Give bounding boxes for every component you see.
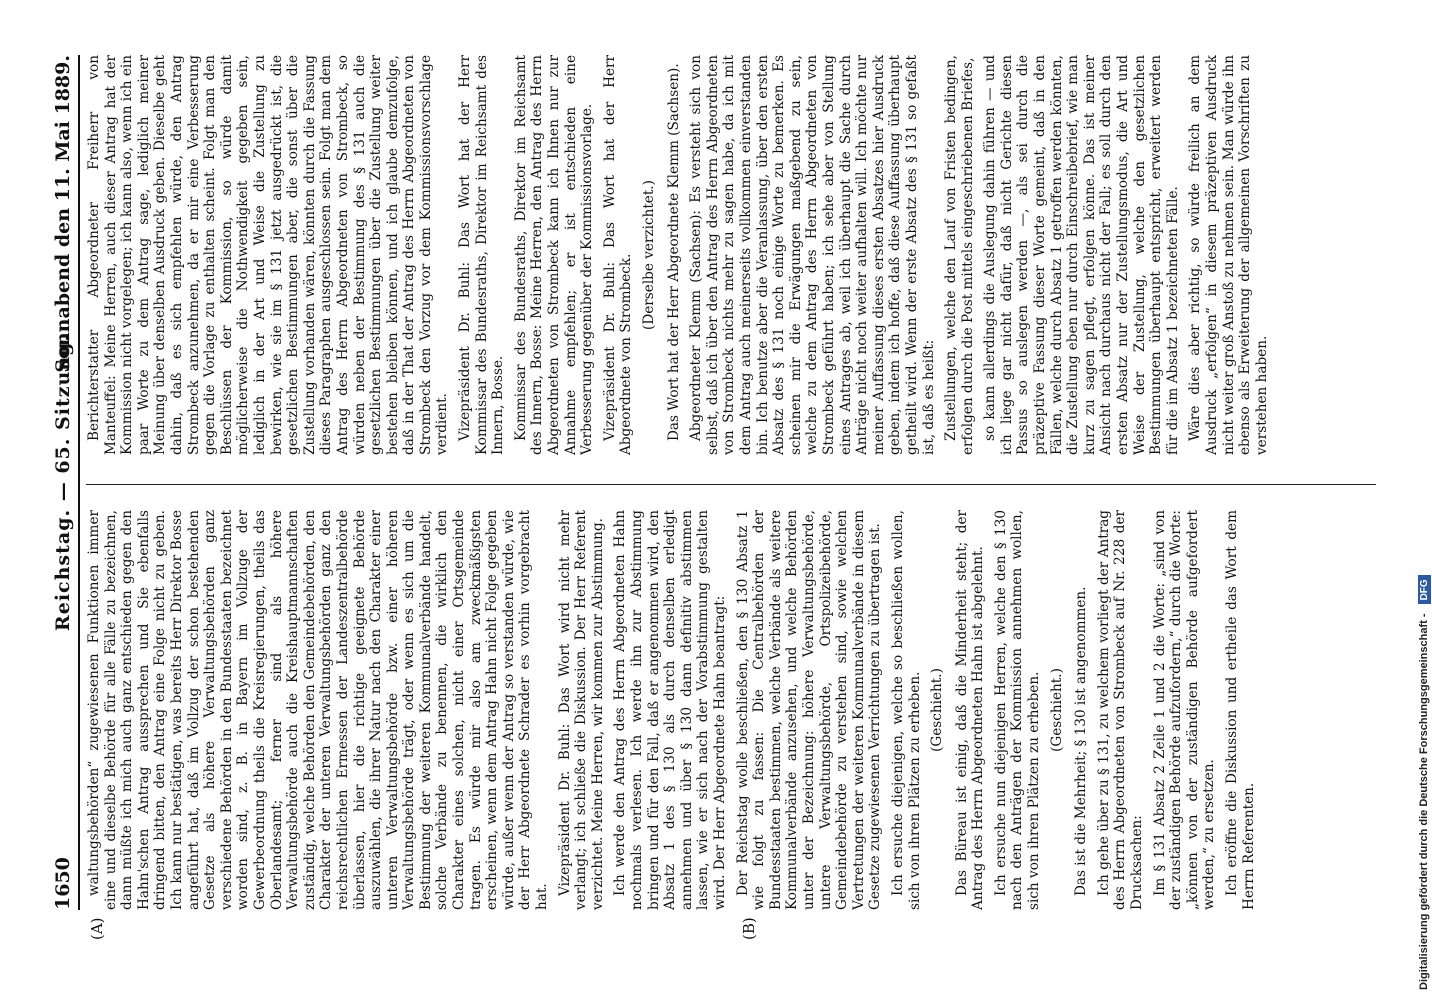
paragraph: Ich gehe über zu § 131, zu welchem vorliegt der Antrag des Herrn Abgeordneten von Strombeck auf Nr. 228 der Drucksachen: [1095, 510, 1146, 910]
stage-direction: (Derselbe verzichtet.) [641, 180, 657, 330]
paragraph: waltungsbehörden“ zugewiesenen Funktionen immer eine und dieselbe Behörde für alle Fälle zu bezeichnen, dann müßte ich mich auch ganz entschieden gegen den Hahn'schen Antrag aussprechen und Sie ebenfalls dringend bitten, den Antrag eine Folge nicht zu geben. Ich kann nur bestätigen, was bereits Herr Direktor Bosse angeführt hat, daß im Vollzug der schon bestehenden Gesetze als höhere Verwaltungsbehörden ganz verschiedene Behörden in den Bundesstaaten bezeichnet worden sind, z. B. in Bayern im Vollzuge der Gewerbeordnung theils die Kreisregierungen, theils das Oberlandesamt; ferner sind als höhere Verwaltungsbehörde auch die Kreishauptmannschaften zuständig, welche Behörden den Gemeindebehörden, den Charakter der unteren Verwaltungsbehörden ganz den reichsrechtlichen Ermessen der Landeszentralbehörde überlassen, hier die richtige geeignete Behörde auszuwählen, die ihrer Natur nach den Charakter einer unteren Verwaltungsbehörde bzw. einer höheren Verwaltungsbehörde trägt, oder wenn es sich um die Bestimmung der weiteren Kommunalverbände handelt, solche Verbände zu benennen, die wirklich den Charakter eines solchen, nicht einer Ortsgemeinde tragen. Es würde mir also am zweckmäßigsten erscheinen, wenn dem Antrag Hahn nicht Folge gegeben würde, außer wenn der Antrag so verstanden würde, wie der Herr Abgeordnete Schrader es vorhin vorgebracht hat. [86, 510, 551, 910]
credit-text: Digitalisierung gefördert durch die Deutsche Forschungsgemeinschaft - [1418, 613, 1430, 990]
left-text-column [86, 510, 1376, 910]
paragraph: Der Reichstag wolle beschließen, den § 130 Absatz 1 wie folgt zu fassen: Die Centralbehörden der Bundesstaaten bestimmen, welche Verbände als weitere Kommunalverbände anzusehen, und welche Behörden unter der Bezeichnung: höhere Verwaltungsbehörde, untere Verwaltungsbehörde, Ortspolizeibehörde, Gemeindebehörde zu verstehen sind, sowie welchen Vertretungen der weiteren Kommunalverbände in diesem Gesetze zugewiesenen Verrichtungen zu übertragen ist. [734, 510, 884, 910]
stage-direction: (Geschieht.) [929, 668, 946, 752]
paragraph: Das ist die Mehrheit; § 130 ist angenommen. [1073, 586, 1090, 896]
session-date: Sonnabend den 11. Mai 1889. [52, 55, 74, 373]
page-header [52, 55, 80, 910]
paragraph: so kann allerdings die Auslegung dahin führen — und ich liege gar nicht dafür, daß nicht Gerichte diesen Passus so auslegen werden —, als sei durch die präzeptive Fassung dieser Worte gemeint, daß in den Fällen, welche durch Absatz 1 getroffen werden könnten, die Zustellung eben nur durch Einschreibebrief, wie man kurz zu sagen pflegt, erfolgen könne. Das ist meiner Ansicht nach durchaus nicht der Fall; es soll durch den ersten Absatz nur der Zustellungsmodus, die Art und Weise der Zustellung, welche den gesetzlichen Bestimmungen überhaupt entspricht, erweitert werden für die im Absatz 1 bezeichneten Fälle. [982, 55, 1181, 455]
paragraph: Das Wort hat der Herr Abgeordnete Klemm (Sachsen). [665, 63, 682, 441]
digitization-credit [1418, 0, 1431, 990]
paragraph: Ich werde den Antrag des Herrn Abgeordneten Hahn nochmals verlesen. Ich werde ihn zur Abstimmung bringen und für den Fall, daß er angenommen wird, den Absatz 1 des § 130 als durch denselben erledigt annehmen und über § 130 dann definitiv abstimmen lassen, wie er sich nach der Vorabstimmung gestalten wird. Der Herr Abgeordnete Hahn beantragt: [612, 510, 728, 910]
paragraph: Vizepräsident Dr. Buhl: Das Wort hat der Herr Abgeordnete von Strombeck. [601, 55, 635, 455]
paragraph: Ich ersuche nun diejenigen Herren, welche den § 130 nach den Anträgen der Kommission annehmen wollen, sich von ihren Plätzen zu erheben. [992, 510, 1043, 910]
paragraph: Wäre dies aber richtig, so würde freilich an dem Ausdruck „erfolgen“ in diesem präzeptiven Ausdruck nicht weiter groß Anstoß zu nehmen sein. Man würde ihn ebenso als Erweiterung der allgemeinen Vorschriften zu verstehen haben. [1187, 55, 1270, 455]
paragraph: Abgeordneter Klemm (Sachsen): Es versteht sich von selbst, daß ich über den Antrag des Herrn Abgeordneten von Strombeck nichts mehr zu sagen habe, da ich mit dem Antrag auch meinerseits vollkommen einverstanden bin. Ich benutze aber die Veranlassung, über den ersten Absatz des § 131 noch einige Worte zu bemerken. Es scheinen mir die Erwägungen maßgebend zu sein, welche zu dem Antrag des Herrn Abgeordneten von Strombeck geführt haben; ich sehe aber von Stellung eines Antrages ab, weil ich überhaupt die Sache durch Anträge nicht noch weiter aufhalten will. Ich möchte nur meiner Auffassung dieses ersten Absatzes hier Ausdruck geben, indem ich hoffe, daß diese Auffassung überhaupt getheilt wird. Wenn der erste Absatz des § 131 so gefaßt ist, daß es heißt: [688, 55, 937, 455]
stage-direction: (Geschieht.) [1048, 668, 1065, 752]
paragraph: Im § 131 Absatz 2 Zeile 1 und 2 die Worte: „sind von der zuständigen Behörde aufzufordern,“ durch die Worte: „können von der zuständigen Behörde aufgefordert werden,“ zu ersetzen. [1151, 510, 1218, 910]
right-text-column [86, 55, 1376, 455]
column-divider [86, 484, 1376, 485]
paragraph: Berichterstatter Abgeordneter Freiherr von Manteuffel: Meine Herren, auch dieser Antrag hat der Kommission nicht vorgelegen; ich kann also, wenn ich ein paar Worte zu dem Antrag sage, lediglich meiner Meinung über denselben Ausdruck geben. Dieselbe geht dahin, daß es sich empfehlen würde, den Antrag Strombeck anzunehmen, da er mir eine Verbesserung gegen die Vorlage zu enthalten scheint. Folgt man den Beschlüssen der Kommission, so würde damit möglicherweise die Nothwendigkeit gegeben sein, lediglich in der Art und Weise die Zustellung zu bewirken, wie sie im § 131 jetzt ausgedrückt ist, die gesetzlichen Bestimmungen aber, die sonst über die Zustellung vorhanden wären, könnten durch die Fassung dieses Paragraphen ausgeschlossen sein. Folgt man dem Antrag des Herrn Abgeordneten von Strombeck, so würden neben der Bestimmung des § 131 auch die gesetzlichen Bestimmungen über die Zustellung weiter bestehen bleiben können, und ich glaube demzufolge, daß in der That der Antrag des Herrn Abgeordneten von Strombeck den Vorzug vor dem Kommissionsvorschlage verdient. [86, 55, 451, 455]
paragraph: Vizepräsident Dr. Buhl: Das Wort hat der Herr Kommissar des Bundesraths, Direktor im Reichsamt des Innern, Bosse. [457, 55, 507, 455]
paragraph: Das Büreau ist einig, daß die Minderheit steht; der Antrag des Herrn Abgeordneten Hahn ist abgelehnt. [953, 510, 987, 910]
paragraph: Zustellungen, welche den Lauf von Fristen bedingen, erfolgen durch die Post mittels eingeschriebenen Briefes, [943, 55, 976, 455]
dfg-logo: DFG [1418, 575, 1431, 604]
margin-marker-a: (A) [88, 917, 106, 940]
paragraph: Vizepräsident Dr. Buhl: Das Wort wird nicht mehr verlangt; ich schließe die Diskussion. Der Herr Referent verzichtet. Meine Herren, wir kommen zur Abstimmung. [556, 510, 606, 910]
page-title: Reichstag. — 65. Sitzung. [52, 333, 74, 632]
paragraph: Ich eröffne die Diskussion und ertheile das Wort dem Herrn Referenten. [1224, 510, 1257, 910]
page-number: 1650 [52, 857, 74, 910]
margin-marker-b: (B) [740, 917, 758, 940]
paragraph: Ich ersuche diejenigen, welche so beschließen wollen, sich von ihren Plätzen zu erheben. [889, 510, 923, 910]
paragraph: Kommissar des Bundesraths, Direktor im Reichsamt des Innern, Bosse: Meine Herren, den Antrag des Herrn Abgeordneten von Strombeck kann ich Ihnen nur zur Annahme empfehlen; er ist entschieden eine Verbesserung gegenüber der Kommissionsvorlage. [512, 55, 596, 455]
